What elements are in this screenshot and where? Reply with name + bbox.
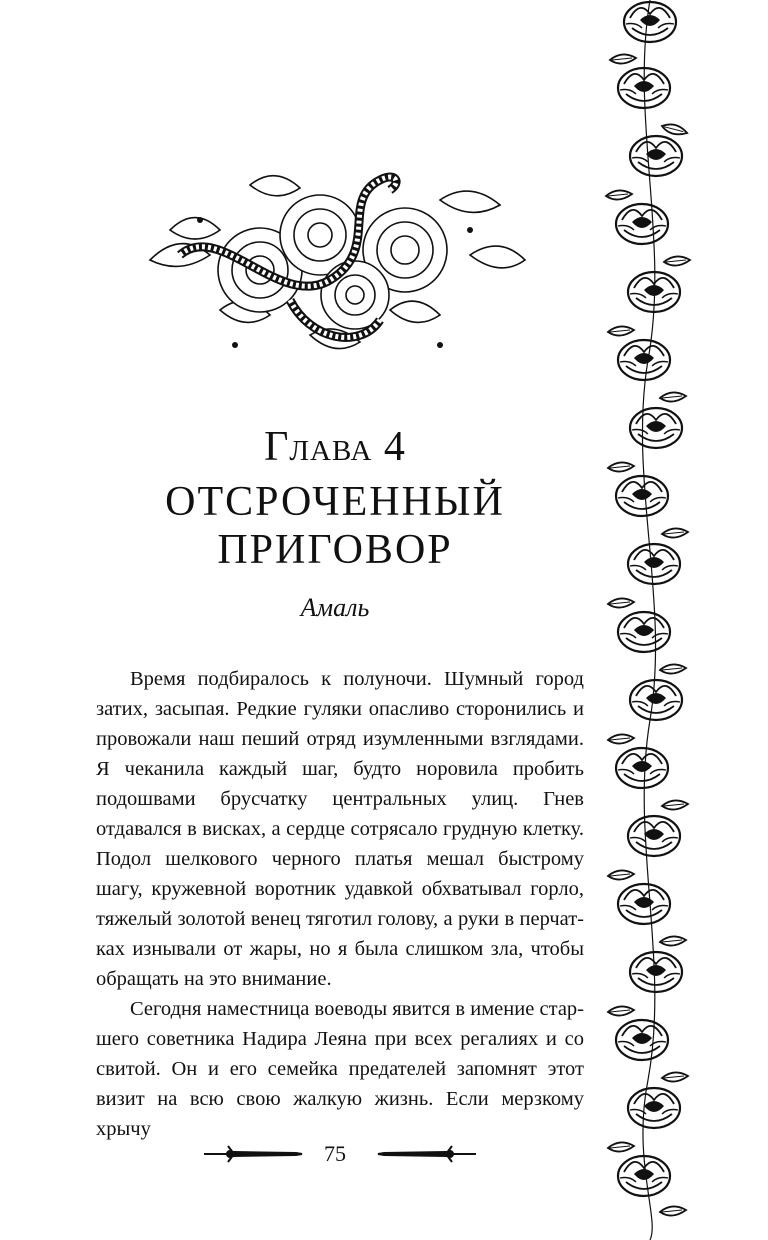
chapter-title-line-1: ОТСРОЧЕННЫЙ — [165, 479, 505, 525]
paragraph: Время подбиралось к полуночи. Шумный город затих, засыпая. Редкие гуляки опасливо сторонились и провожали наш пеший отряд изумленными взглядами. Я чеканила каждый шаг, будто норовила пробить подошвами брусчатку центральных улиц. Гнев отдавался в висках, а сердце сотрясало грудную клетку. Подол шелкового черного платья мешал быстрому шагу, кружевной воротник удавкой обхватывал горло, тяжелый золотой венец тяготил голову, а руки в перчатках изнывали от жары, но я была слишком зла, чтобы обращать на это внимание. — [96, 668, 584, 990]
body-text — [96, 664, 584, 1144]
page-number: 75 — [324, 1141, 346, 1166]
rose-serpent-vignette — [140, 160, 530, 365]
narrator-name: Амаль — [300, 593, 370, 622]
floral-border-ornament — [600, 0, 700, 1240]
paragraph: Сегодня наместница воеводы явится в имение старшего советника Надира Леяна при всех регалиях и со свитой. Он и его семейка предателей запомнят этот визит на всю свою жалкую жизнь. Если мерзкому хрычу — [96, 998, 584, 1140]
chapter-title-line-2: ПРИГОВОР — [217, 527, 453, 573]
chapter-title — [90, 478, 580, 574]
chapter-number: Глава 4 — [264, 424, 406, 470]
